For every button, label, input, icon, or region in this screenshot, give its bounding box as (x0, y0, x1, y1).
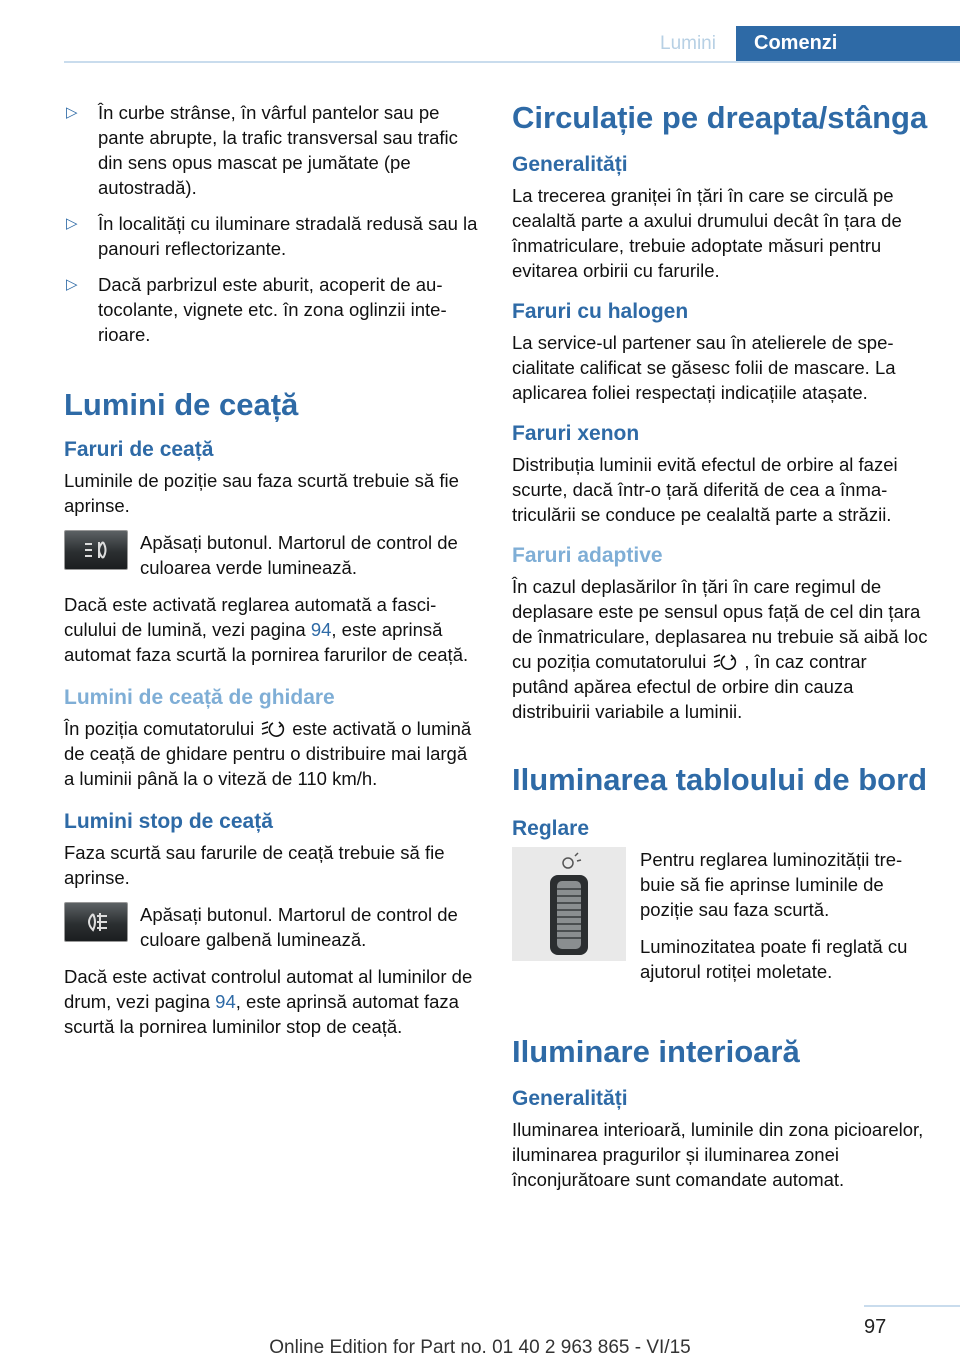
footer-divider (864, 1305, 960, 1307)
dimmer-instruction (512, 847, 928, 996)
general-text: La trecerea graniței în țări în care se circulă pe cealaltă parte a axului drumului decât în țara de înmatriculare, trebuie adoptate măsuri pentru evitarea orbirii cu farurile. (512, 185, 902, 281)
rear-fog-auto-text (64, 964, 480, 1039)
page-number: 97 (864, 1316, 887, 1338)
section-tab: Lumini (660, 33, 716, 54)
right-column (512, 100, 928, 1204)
header-divider (64, 61, 960, 63)
heading-adjust: Reglare (512, 817, 590, 840)
guide-light-text (64, 716, 480, 791)
heading-halogen: Faruri cu halogen (512, 300, 689, 323)
triangle-right-icon: ▷ (66, 276, 78, 293)
section-title-interior: Iluminare interioară (512, 1034, 800, 1069)
heading-interior-general: Generalități (512, 1087, 628, 1110)
adaptive-text (512, 574, 928, 724)
text-segment: este activată o lumină de ceață de ghidare pentru o distribuire mai largă a luminii până la o viteză de 110 km/h. (64, 718, 472, 789)
xenon-text: Distribuția luminii evită efectul de orbire al fazei scurte, dacă într-o țară diferită de cea a înmatriculării se conduce pe cealaltă parte a străzii. (512, 454, 898, 525)
heading-general: Generalități (512, 153, 628, 176)
halogen-text: La service-ul partener sau în atelierele de specialitate calificat se găsesc folii de mascare. La aplicarea foliei respectați indicațiile atașate. (512, 332, 896, 403)
dimmer-wheel-image (512, 847, 626, 961)
heading-xenon: Faruri xenon (512, 422, 640, 445)
heading-adaptive: Faruri adaptive (512, 544, 663, 567)
heading-front-fog: Faruri de ceață (64, 438, 214, 461)
list-item-text: Dacă parbrizul este aburit, acoperit de autocolante, vignete etc. în zona oglinzii interioare. (98, 274, 447, 345)
heading-guide-light: Lumini de ceață de ghidare (64, 686, 335, 709)
automatic-headlight-icon (712, 652, 738, 672)
page-header (0, 0, 960, 62)
page-link[interactable]: 94 (215, 991, 236, 1012)
edition-footer: Online Edition for Part no. 01 40 2 963 865 - VI/15 (269, 1337, 691, 1358)
front-fog-light-icon (83, 540, 109, 560)
text-segment: Dacă este activată reglarea automată a fasciculului de lumină, vezi pagina (64, 594, 437, 640)
triangle-right-icon: ▷ (66, 104, 78, 121)
left-column (64, 100, 480, 1051)
interior-text: Iluminarea interioară, luminile din zona picioarelor, iluminarea pragurilor și iluminarea zonei înconjurătoare sunt comandate automat. (512, 1119, 924, 1190)
front-fog-button (64, 530, 128, 570)
rear-fog-light-icon (83, 912, 109, 932)
chapter-tab: Comenzi (736, 26, 960, 62)
rear-fog-button (64, 902, 128, 942)
list-item (64, 211, 480, 261)
section-title-fog: Lumini de ceață (64, 387, 299, 422)
text-segment: , în caz contrar putând apărea efectul de orbire din cauza distribuirii variabile a luminii. (512, 651, 867, 722)
text-segment: În poziția comutatorului (64, 718, 255, 739)
bullet-list (64, 100, 480, 347)
heading-rear-fog: Lumini stop de ceață (64, 810, 273, 833)
text-segment: , este aprinsă automat faza scurtă la pornirea farurilor de ceață. (64, 619, 469, 665)
page-link[interactable]: 94 (310, 619, 332, 640)
dimmer-wheel-icon (512, 847, 626, 961)
section-title-traffic: Circulație pe dreapta/stânga (512, 100, 928, 135)
dimmer-text: Pentru reglarea luminozității trebuie să fie aprinse luminile de poziție sau faza scurtă. (640, 849, 903, 920)
front-fog-auto-text (64, 592, 480, 667)
automatic-headlight-icon (260, 719, 286, 739)
section-title-dashboard: Iluminarea tabloului de bord (512, 762, 928, 797)
list-item (64, 272, 480, 347)
list-item (64, 100, 480, 200)
list-item-text: În curbe strânse, în vârful pantelor sau pe pante abrupte, la trafic transversal sau trafic din sens opus mascat pe jumătate (pe autostradă). (98, 102, 458, 198)
rear-fog-text: Faza scurtă sau farurile de ceață trebuie să fie aprinse. (64, 842, 445, 888)
text-segment: , este aprinsă automat faza scurtă la pornirea luminilor stop de ceață. (64, 991, 459, 1037)
triangle-right-icon: ▷ (66, 215, 78, 232)
rear-fog-button-text: Apăsați butonul. Martorul de control de culoare galbenă luminează. (140, 904, 458, 950)
text-segment: În cazul deplasărilor în țări în care regimul de deplasare este pe sensul opus față de cel din țara de înmatriculare, deplasarea nu trebuie să aibă loc cu poziția comutatorului (512, 576, 928, 672)
dimmer-text-block (640, 847, 928, 996)
list-item-text: În localități cu iluminare stradală redusă sau la panouri reflectorizante. (98, 213, 478, 259)
front-fog-instruction (64, 530, 480, 580)
front-fog-button-text: Apăsați butonul. Martorul de control de culoarea verde luminează. (140, 532, 458, 578)
front-fog-text: Luminile de poziție sau faza scurtă trebuie să fie aprinse. (64, 470, 459, 516)
dimmer-text: Luminozitatea poate fi reglată cu ajutorul rotiței moletate. (640, 936, 908, 982)
text-segment: Dacă este activat controlul automat al luminilor de drum, vezi pagina (64, 966, 473, 1012)
rear-fog-instruction (64, 902, 480, 952)
